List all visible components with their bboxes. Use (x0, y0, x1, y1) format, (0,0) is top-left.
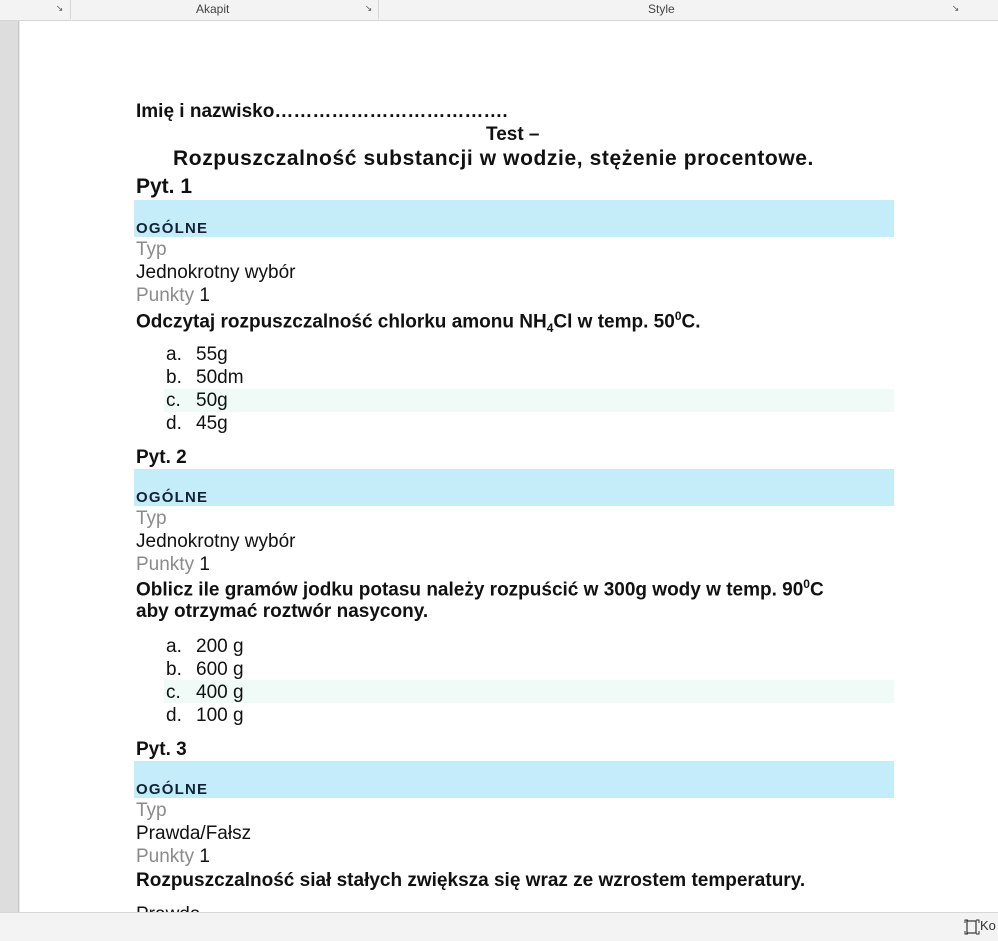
option-letter: d. (166, 413, 182, 434)
q1-option-c[interactable] (166, 390, 228, 412)
focus-mode-label: Ko (980, 918, 996, 933)
band-label: OGÓLNE (136, 220, 209, 237)
q2-type-label: Typ (136, 508, 167, 529)
q1-points-row (136, 285, 210, 307)
q3-points-row (136, 846, 210, 868)
q2-question-text-line2: aby otrzymać roztwór nasycony. (136, 601, 429, 622)
option-letter: a. (166, 636, 182, 657)
question-2-general-band (134, 469, 894, 506)
q2-points-value: 1 (199, 554, 210, 575)
option-text: 50g (196, 390, 228, 411)
q1-type-label: Typ (136, 239, 167, 260)
q2-type-value: Jednokrotny wybór (136, 531, 296, 552)
option-text: 200 g (196, 636, 244, 657)
option-letter: a. (166, 344, 182, 365)
option-text: 55g (196, 344, 228, 365)
document-page[interactable] (20, 21, 998, 912)
q2-option-a[interactable] (166, 636, 244, 658)
option-letter: b. (166, 367, 182, 388)
q2-option-b[interactable] (166, 659, 244, 681)
q3-type-value: Prawda/Fałsz (136, 823, 252, 844)
styles-dialog-launcher-icon[interactable]: ↘ (951, 3, 960, 13)
option-letter: c. (166, 390, 181, 411)
option-text: 45g (196, 413, 228, 434)
q2-text-part: Oblicz ile gramów jodku potasu należy rozpuścić w 300g wody w temp. 90 (136, 579, 804, 601)
q3-points-label: Punkty (136, 846, 195, 867)
q1-superscript: 0 (674, 309, 682, 323)
option-letter: b. (166, 659, 182, 680)
focus-mode-button[interactable] (964, 918, 998, 938)
status-bar (0, 912, 998, 941)
page-focus-icon (964, 919, 980, 935)
ribbon-group-style: Style (648, 2, 675, 16)
q2-points-row (136, 554, 210, 576)
ribbon-group-akapit: Akapit (196, 2, 230, 16)
band-label: OGÓLNE (136, 781, 209, 798)
question-2-heading: Pyt. 2 (136, 447, 187, 468)
option-letter: d. (166, 705, 182, 726)
q1-points-label: Punkty (136, 285, 195, 306)
q1-option-c-highlight (164, 389, 894, 412)
q2-superscript: 0 (803, 577, 810, 591)
q3-type-label: Typ (136, 800, 167, 821)
option-text: 50dm (196, 367, 244, 388)
band-label: OGÓLNE (136, 489, 209, 506)
q2-points-label: Punkty (136, 554, 195, 575)
question-3-general-band (134, 761, 894, 798)
question-3-heading: Pyt. 3 (136, 739, 187, 760)
question-1-general-band (134, 200, 894, 237)
q2-option-b-highlight (164, 680, 894, 703)
ribbon-separator (70, 0, 71, 19)
q1-option-a[interactable] (166, 344, 228, 366)
font-dialog-launcher-icon[interactable]: ↘ (55, 3, 64, 13)
paragraph-dialog-launcher-icon[interactable]: ↘ (364, 3, 373, 13)
test-label: Test – (486, 124, 540, 145)
question-1-heading: Pyt. 1 (136, 175, 193, 198)
ribbon-separator (378, 0, 379, 19)
option-text: 600 g (196, 659, 244, 680)
q1-text-part: Cl w temp. 50 (553, 311, 675, 333)
q2-option-c[interactable] (166, 682, 244, 704)
option-text: 400 g (196, 682, 244, 703)
q2-question-text (136, 577, 824, 601)
q3-points-value: 1 (199, 846, 210, 867)
q3-question-text: Rozpuszczalność siał stałych zwiększa się wraz ze wzrostem temperatury. (136, 870, 806, 891)
q1-subscript: 4 (546, 321, 554, 336)
q1-option-b[interactable] (166, 367, 244, 389)
q1-option-d[interactable] (166, 413, 228, 435)
vertical-ruler[interactable] (0, 21, 19, 912)
q1-text-part: C. (681, 311, 701, 333)
q1-text-part: Odczytaj rozpuszczalność chlorku amonu NH (136, 311, 547, 333)
document-title: Rozpuszczalność substancji w wodzie, stężenie procentowe. (173, 147, 814, 170)
option-letter: c. (166, 682, 181, 703)
q2-option-d[interactable] (166, 705, 244, 727)
q1-type-value: Jednokrotny wybór (136, 262, 296, 283)
name-field-line: Imię i nazwisko………………………………. (136, 101, 508, 122)
option-text: 100 g (196, 705, 244, 726)
q1-question-text (136, 309, 701, 335)
ribbon-group-labels (0, 0, 998, 21)
q2-text-part: C (809, 579, 824, 601)
q1-points-value: 1 (199, 285, 210, 306)
